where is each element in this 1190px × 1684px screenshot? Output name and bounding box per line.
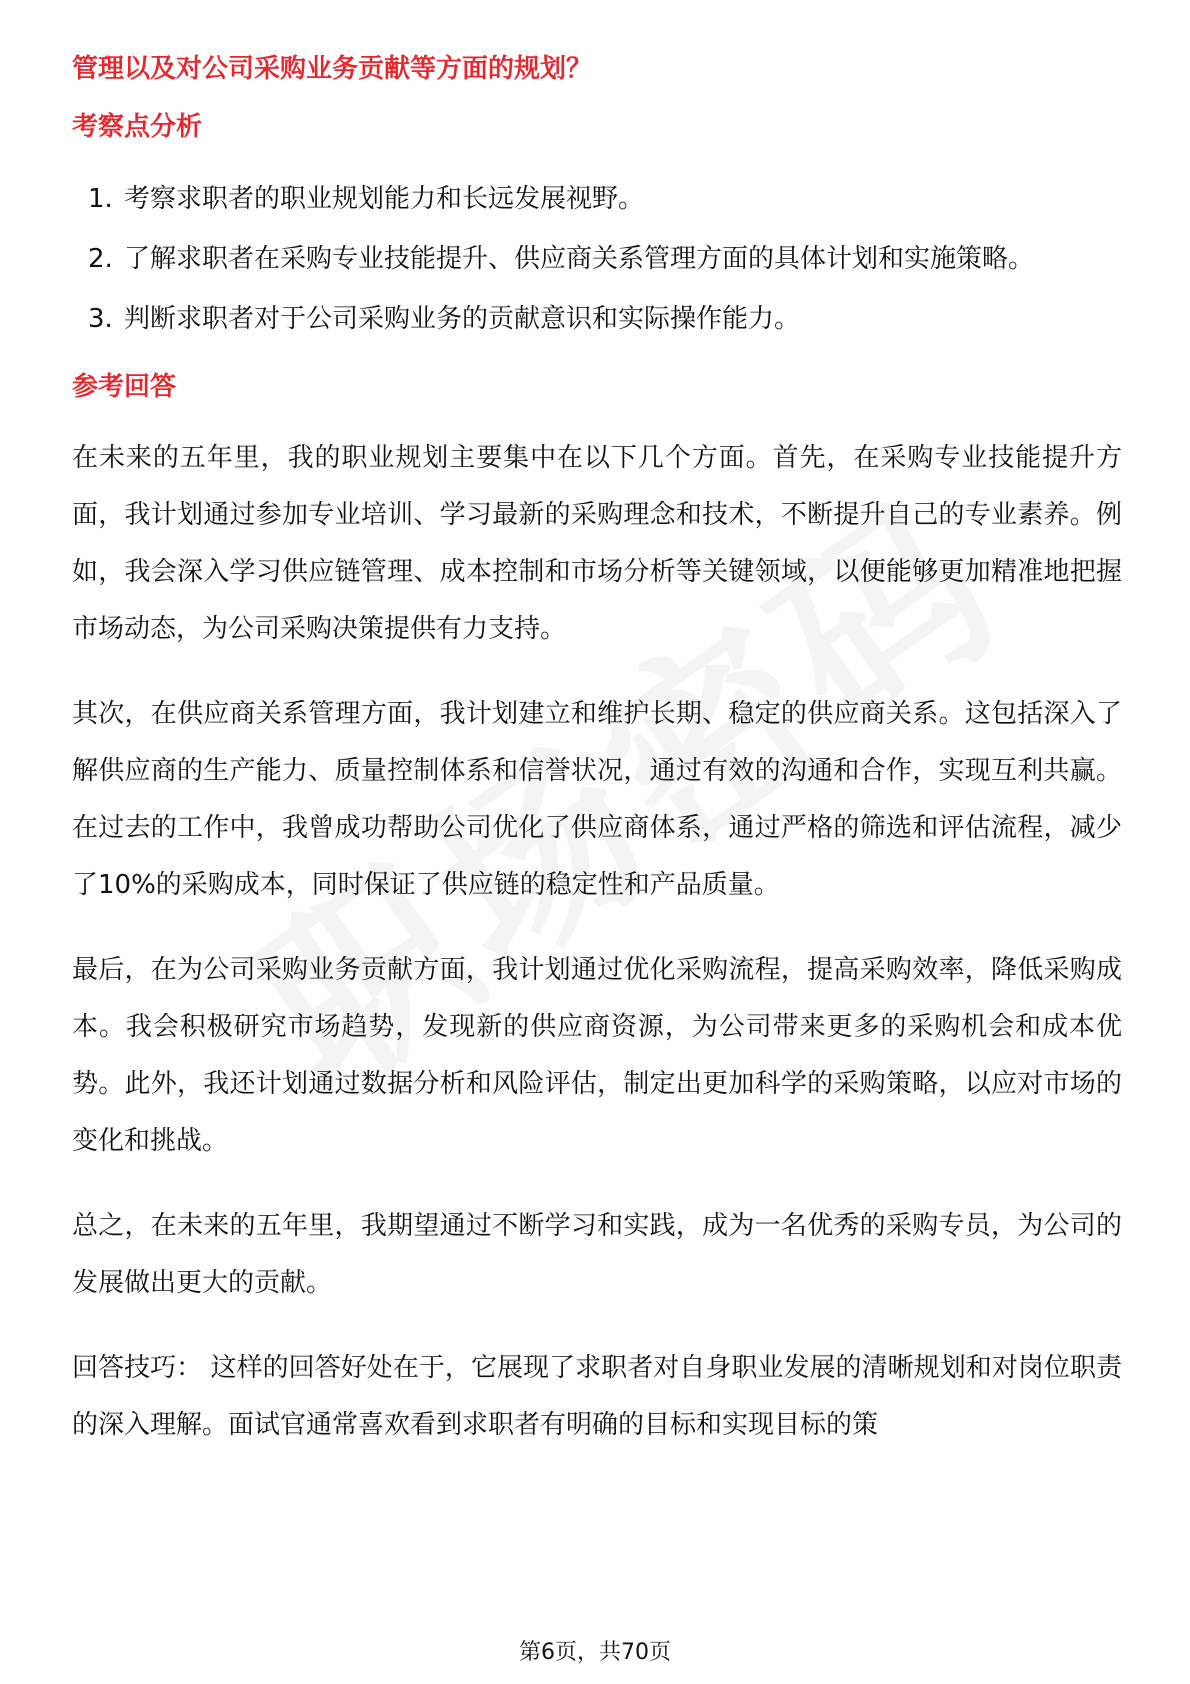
list-item-number: 2. (88, 244, 113, 274)
list-item-text: 考察求职者的职业规划能力和长远发展视野。 (124, 184, 645, 214)
answer-paragraph: 总之，在未来的五年里，我期望通过不断学习和实践，成为一名优秀的采购专员，为公司的发展做出更大的贡献。 (72, 1211, 1122, 1298)
list-item (72, 232, 1122, 286)
list-item-number: 1. (88, 184, 113, 214)
answer-heading: 参考回答 (72, 372, 177, 402)
answer-paragraph: 最后，在为公司采购业务贡献方面，我计划通过优化采购流程，提高采购效率，降低采购成本。我会积极研究市场趋势，发现新的供应商资源，为公司带来更多的采购机会和成本优势。此外，我还计划通过数据分析和风险评估，制定出更加科学的采购策略，以应对市场的变化和挑战。 (72, 955, 1122, 1156)
analysis-heading: 考察点分析 (72, 112, 203, 142)
answer-paragraph: 在未来的五年里，我的职业规划主要集中在以下几个方面。首先，在采购专业技能提升方面，我计划通过参加专业培训、学习最新的采购理念和技术，不断提升自己的专业素养。例如，我会深入学习供应链管理、成本控制和市场分析等关键领域，以便能够更加精准地把握市场动态，为公司采购决策提供有力支持。 (72, 443, 1122, 644)
analysis-list (72, 172, 1122, 346)
answer-tip-paragraph: 回答技巧： 这样的回答好处在于，它展现了求职者对自身职业发展的清晰规划和对岗位职责的深入理解。面试官通常喜欢看到求职者有明确的目标和实现目标的策 (72, 1353, 1122, 1440)
list-item-text: 判断求职者对于公司采购业务的贡献意识和实际操作能力。 (124, 304, 801, 334)
list-item-number: 3. (88, 304, 113, 334)
answer-paragraph: 其次，在供应商关系管理方面，我计划建立和维护长期、稳定的供应商关系。这包括深入了解供应商的生产能力、质量控制体系和信誉状况，通过有效的沟通和合作，实现互利共赢。在过去的工作中，我曾成功帮助公司优化了供应商体系，通过严格的筛选和评估流程，减少了10%的采购成本，同时保证了供应链的稳定性和产品质量。 (72, 699, 1122, 900)
page-content (72, 40, 1122, 1454)
question-heading: 管理以及对公司采购业务贡献等方面的规划？ (72, 54, 593, 84)
list-item (72, 292, 1122, 346)
list-item (72, 172, 1122, 226)
page-number: 第6页，共70页 (519, 1640, 671, 1665)
list-item-text: 了解求职者在采购专业技能提升、供应商关系管理方面的具体计划和实施策略。 (124, 244, 1035, 274)
